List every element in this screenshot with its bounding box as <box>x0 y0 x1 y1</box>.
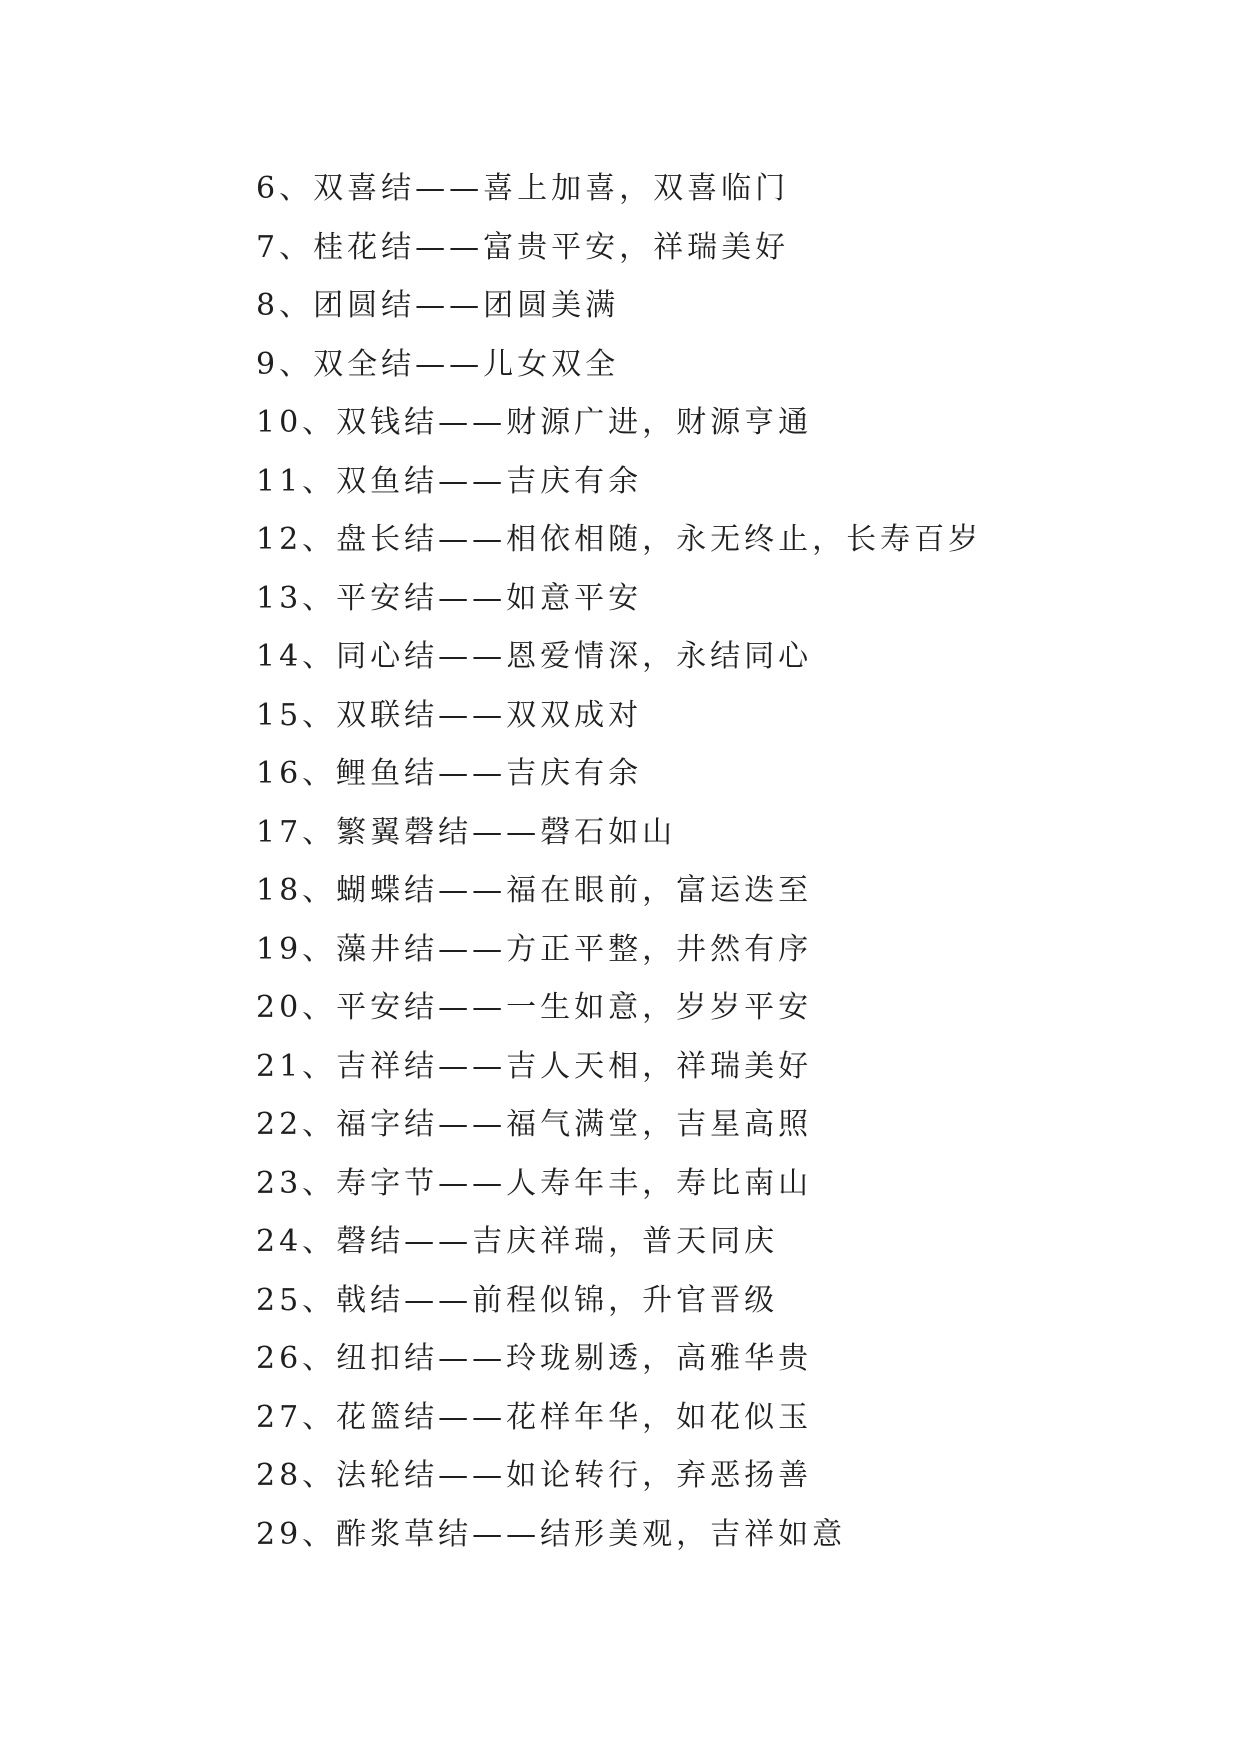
list-item: 27、花篮结——花样年华，如花似玉 <box>256 1399 813 1435</box>
list-item: 22、福字结——福气满堂，吉星高照 <box>256 1107 813 1142</box>
list-item: 28、法轮结——如论转行，弃恶扬善 <box>256 1458 813 1493</box>
list-item: 15、双联结——双双成对 <box>256 697 643 733</box>
list-item: 12、盘长结——相依相随，永无终止，长寿百岁 <box>256 522 983 557</box>
list-item: 8、团圆结——团圆美满 <box>256 288 620 323</box>
knot-meaning-list <box>256 160 982 1564</box>
list-item: 21、吉祥结——吉人天相，祥瑞美好 <box>256 1048 813 1084</box>
list-item: 19、藻井结——方正平整，井然有序 <box>256 931 813 967</box>
list-item: 25、戟结——前程似锦，升官晋级 <box>256 1282 779 1318</box>
list-item: 14、同心结——恩爱情深，永结同心 <box>256 639 813 674</box>
list-item: 10、双钱结——财源广进，财源亨通 <box>256 405 813 440</box>
list-item: 13、平安结——如意平安 <box>256 580 643 616</box>
list-item: 6、双喜结——喜上加喜，双喜临门 <box>256 171 790 206</box>
list-item: 20、平安结——一生如意，岁岁平安 <box>256 990 813 1025</box>
list-item: 9、双全结——儿女双全 <box>256 346 620 382</box>
list-item: 29、酢浆草结——结形美观，吉祥如意 <box>256 1516 847 1552</box>
list-item: 18、蝴蝶结——福在眼前，富运迭至 <box>256 873 813 908</box>
list-item: 24、磬结——吉庆祥瑞，普天同庆 <box>256 1224 779 1259</box>
list-item: 11、双鱼结——吉庆有余 <box>256 463 643 499</box>
list-item: 17、繁翼磬结——磬石如山 <box>256 814 677 850</box>
list-item: 23、寿字节——人寿年丰，寿比南山 <box>256 1165 813 1201</box>
list-item: 7、桂花结——富贵平安，祥瑞美好 <box>256 229 790 265</box>
list-item: 16、鲤鱼结——吉庆有余 <box>256 756 643 791</box>
list-item: 26、纽扣结——玲珑剔透，高雅华贵 <box>256 1341 813 1376</box>
